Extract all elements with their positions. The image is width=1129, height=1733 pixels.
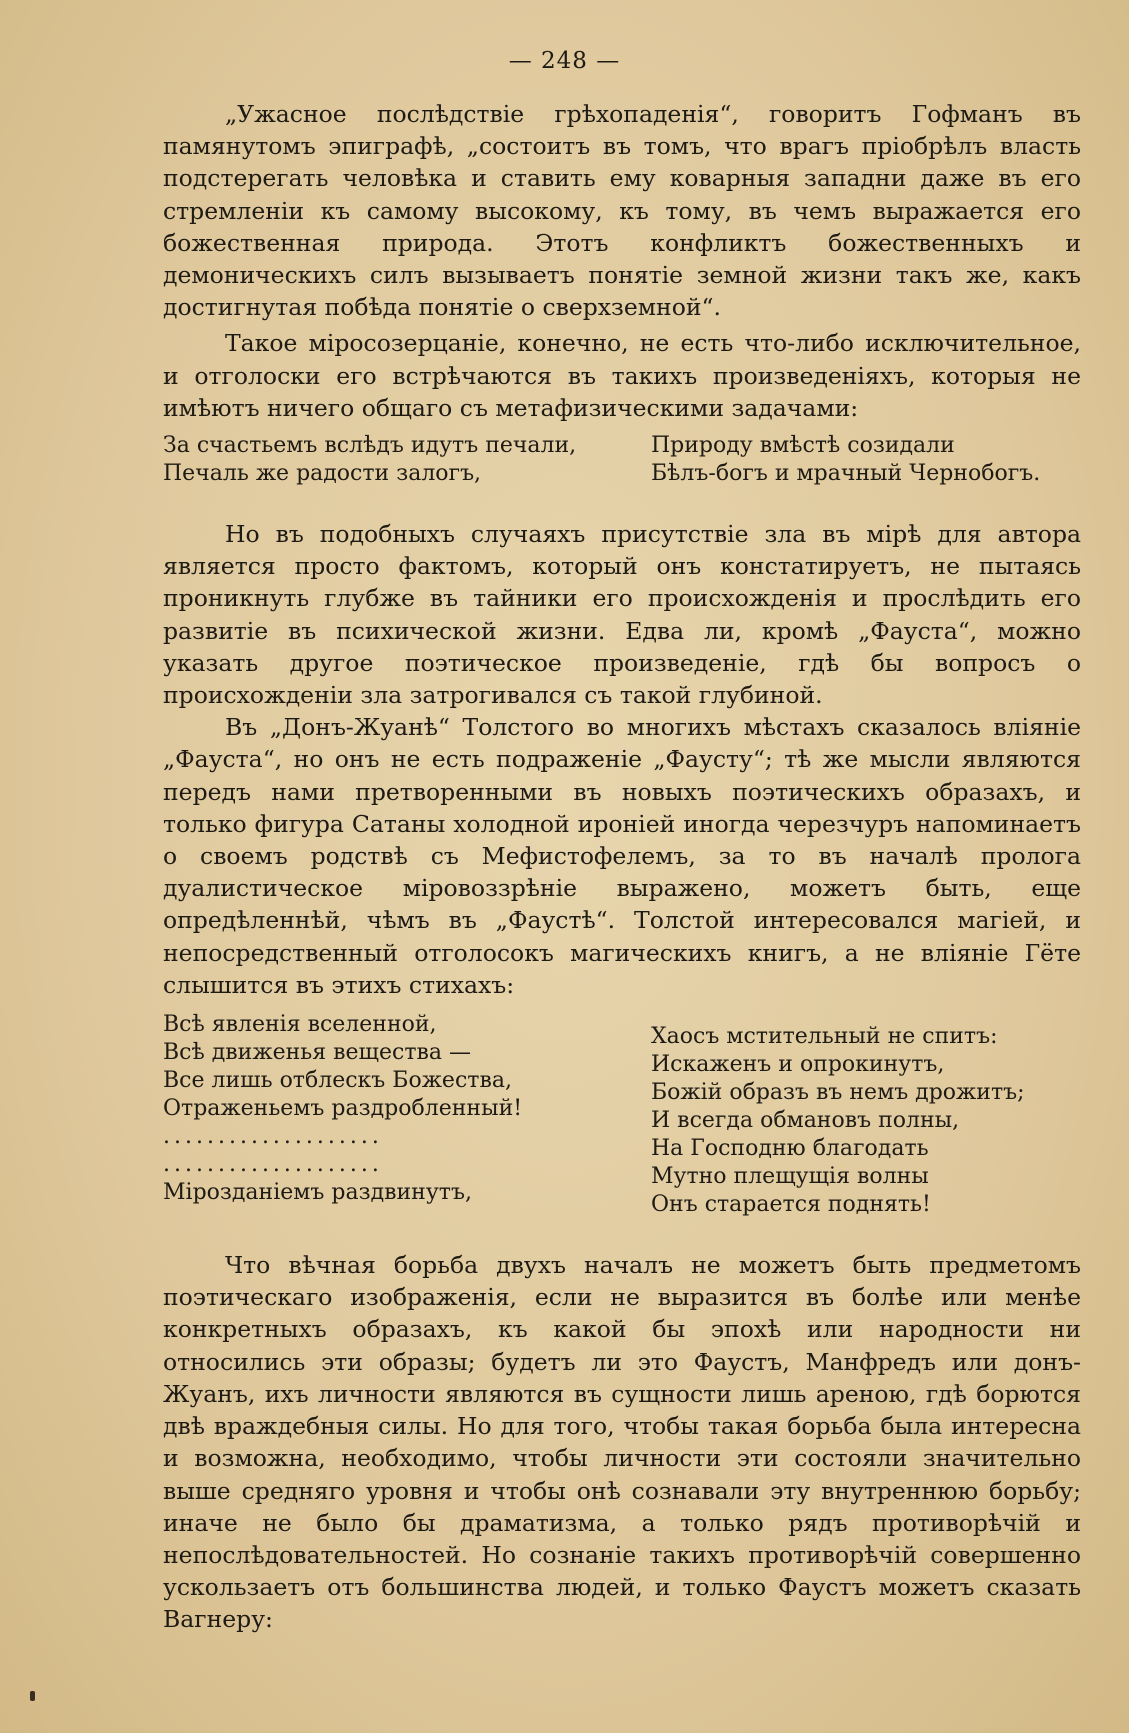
paragraph-4: Въ „Донъ-Жуанѣ“ Толстого во многихъ мѣстахъ сказалось вліяніе „Фауста“, но онъ не есть подраженіе „Фаусту“; тѣ же мысли являются передъ нами претворенными въ новыхъ поэтическихъ образахъ, и только фигура Сатаны холодной ироніей иногда черезчуръ напоминаетъ о своемъ родствѣ съ Мефистофелемъ, за то въ началѣ пролога дуалистическое міровоззрѣніе выражено, можетъ быть, еще опредѣленнѣй, чѣмъ въ „Фаустѣ“. Толстой интересовался магіей, и непосредственный отголосокъ магическихъ книгъ, а не вліяніе Гёте слышится въ этихъ стихахъ: [163, 713, 1081, 999]
paragraph-5: Что вѣчная борьба двухъ началъ не можетъ быть предметомъ поэтическаго изображенія, если не выразится въ болѣе или менѣе конкретныхъ образахъ, къ какой бы эпохѣ или народности ни относились эти образы; будетъ ли это Фаустъ, Манфредъ или донъ-Жуанъ, ихъ личности являются въ сущности лишь ареною, гдѣ борются двѣ враждебныя силы. Но для того, чтобы такая борьба была интересна и возможна, необходимо, чтобы личности эти состояли значительно выше средняго уровня и чтобы онѣ сознавали эту внутреннюю борьбу; иначе не было бы драматизма, а только рядъ противорѣчій и непослѣдовательностей. Но сознаніе такихъ противорѣчій совершенно ускользаетъ отъ большинства людей, и только Фаустъ можетъ сказать Вагнеру: [163, 1251, 1081, 1634]
verse-ellipsis-line: .................... [163, 1124, 383, 1150]
verse-line: И всегда обмановъ полны, [651, 1108, 960, 1134]
verse-line: Хаосъ мстительный не спитъ: [651, 1024, 998, 1050]
paragraph-1: „Ужасное послѣдствіе грѣхопаденія“, говоритъ Гофманъ въ памянутомъ эпиграфѣ, „состоитъ въ томъ, что врагъ пріобрѣлъ власть подстерегать человѣка и ставить ему коварныя западни даже въ его стремленіи къ самому высокому, къ тому, въ чемъ выражается его божественная природа. Этотъ конфликтъ божественныхъ и демоническихъ силъ вызываетъ понятіе земной жизни такъ же, какъ достигнутая побѣда понятіе о сверхземной“. [163, 100, 1081, 322]
verse-line: Печаль же радости залогъ, [163, 461, 482, 487]
paragraph-3: Но въ подобныхъ случаяхъ присутствіе зла въ мірѣ для автора является просто фактомъ, который онъ констатируетъ, не пытаясь проникнуть глубже въ тайники его происхожденія и прослѣдить его развитіе въ психической жизни. Едва ли, кромѣ „Фауста“, можно указать другое поэтическое произведеніе, гдѣ бы вопросъ о происхожденіи зла затрогивался съ такой глубиной. [163, 520, 1081, 710]
verse-line: Мірозданіемъ раздвинутъ, [163, 1180, 472, 1206]
verse-1-left-column [163, 432, 633, 488]
verse-line: Онъ старается поднять! [651, 1192, 931, 1218]
verse-1-right-column [651, 432, 1081, 488]
ink-speck [30, 1691, 35, 1701]
verse-line: Бѣлъ-богъ и мрачный Чернобогъ. [651, 461, 1041, 487]
page-content [163, 98, 1081, 1636]
verse-block-1 [163, 432, 1081, 488]
verse-line: Всѣ явленія вселенной, [163, 1012, 437, 1038]
verse-line: Мутно плещущія волны [651, 1164, 929, 1190]
verse-line: Все лишь отблескъ Божества, [163, 1068, 512, 1094]
verse-block-2 [163, 1011, 1081, 1219]
verse-line: За счастьемъ вслѣдъ идутъ печали, [163, 433, 577, 459]
verse-line: Искаженъ и опрокинутъ, [651, 1052, 945, 1078]
verse-line: Всѣ движенья вещества — [163, 1040, 471, 1066]
paragraph-2: Такое міросозерцаніе, конечно, не есть что-либо исключительное, и отголоски его встрѣчаются въ такихъ произведеніяхъ, которыя не имѣютъ ничего общаго съ метафизическими задачами: [163, 329, 1081, 422]
verse-2-left-column [163, 1011, 633, 1219]
page-number: — 248 — [508, 48, 621, 74]
verse-line: Отраженьемъ раздробленный! [163, 1096, 523, 1122]
verse-line: На Господню благодать [651, 1136, 929, 1162]
verse-2-right-column [651, 1011, 1081, 1219]
verse-line: Природу вмѣстѣ созидали [651, 433, 955, 459]
verse-ellipsis-line: .................... [163, 1152, 383, 1178]
verse-line: Божій образъ въ немъ дрожитъ; [651, 1080, 1025, 1106]
